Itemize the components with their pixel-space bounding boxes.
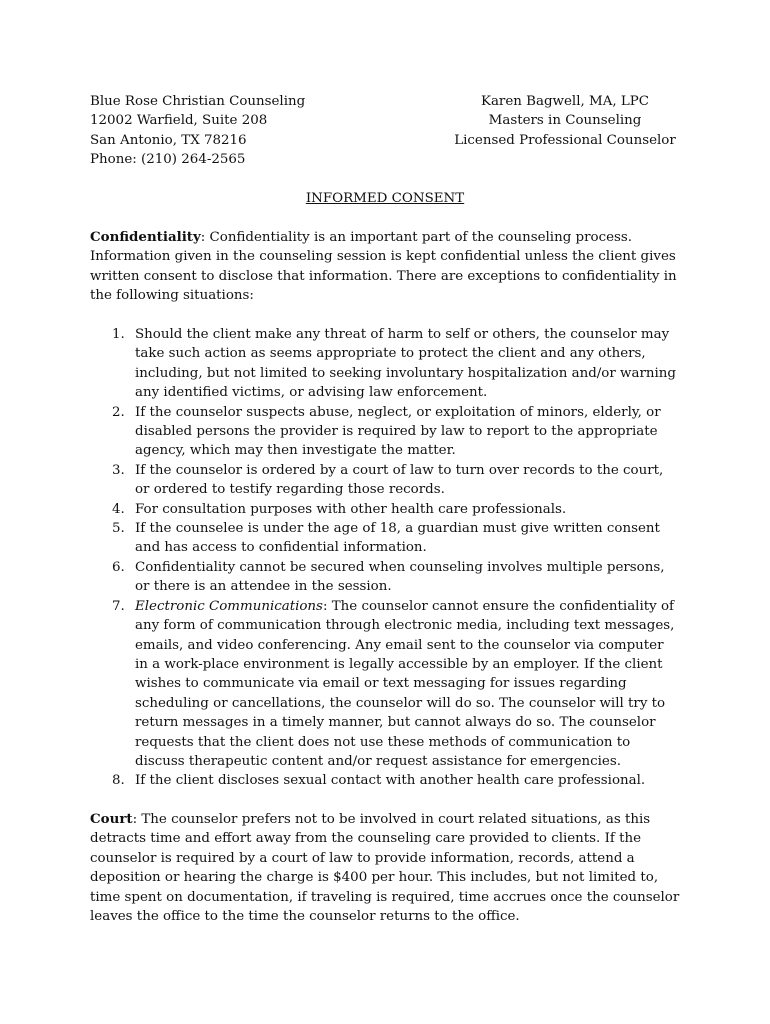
- list-item-text: Should the client make any threat of harm to self or others, the counselor may take such action as seems appropriate to protect the client and any others, including, but not limited to seeking involuntary hospitalization and/or warning any identified victims, or advising law enforcement.: [135, 327, 676, 401]
- confidentiality-heading: Confidentiality: [90, 229, 201, 245]
- list-item-number: 5.: [112, 521, 125, 537]
- list-item-text: If the client discloses sexual contact with another health care professional.: [135, 773, 646, 789]
- list-item: [90, 325, 680, 403]
- list-item: [90, 403, 680, 461]
- confidentiality-paragraph: [90, 228, 680, 306]
- list-item-text: If the counselor suspects abuse, neglect, or exploitation of minors, elderly, or disabled persons the provider is required by law to report to the appropriate agency, which may then investigate the matter.: [135, 404, 661, 459]
- list-item-number: 6.: [112, 559, 125, 575]
- list-item-number: 2.: [112, 404, 125, 420]
- confidentiality-text: : Confidentiality is an important part of the counseling process. Information given in the counseling session is kept confidential unless the client gives written consent to disclose that information. There are exceptions to confidentiality in the following situations:: [90, 230, 677, 304]
- practice-address-block: [90, 92, 305, 170]
- list-item-number: 7.: [112, 598, 125, 614]
- court-heading: Court: [90, 811, 133, 827]
- list-item-number: 3.: [112, 462, 125, 478]
- document-title: INFORMED CONSENT: [305, 191, 465, 206]
- list-item: [90, 519, 680, 558]
- counselor-degree: Masters in Counseling: [488, 113, 642, 129]
- list-item: [90, 558, 680, 597]
- court-paragraph: [90, 810, 680, 926]
- list-item: [90, 771, 680, 790]
- street-address: 12002 Warfield, Suite 208: [90, 113, 268, 129]
- city-state-zip: San Antonio, TX 78216: [90, 132, 247, 148]
- list-item-text: For consultation purposes with other health care professionals.: [135, 501, 567, 517]
- list-item-text: If the counselee is under the age of 18, a guardian must give written consent and has access to confidential information.: [135, 521, 660, 556]
- counselor-license: Licensed Professional Counselor: [454, 132, 676, 148]
- list-item-number: 4.: [112, 501, 125, 517]
- phone-number: Phone: (210) 264-2565: [90, 152, 246, 168]
- list-item: [90, 597, 680, 772]
- practice-name: Blue Rose Christian Counseling: [90, 94, 306, 109]
- electronic-communications-heading: Electronic Communications: [135, 598, 323, 614]
- list-item: [90, 461, 680, 500]
- court-text: : The counselor prefers not to be involved in court related situations, as this detracts time and effort away from the counseling care provided to clients. If the counselor is required by a court of law to provide information, records, attend a deposition or hearing the charge is $400 per hour. This includes, but not limited to, time spent on documentation, if traveling is required, time accrues once the counselor leaves the office to the time the counselor returns to the office.: [90, 812, 680, 925]
- list-item-text: Confidentiality cannot be secured when counseling involves multiple persons, or there is an attendee in the session.: [135, 559, 665, 595]
- list-item-number: 8.: [112, 773, 125, 789]
- confidentiality-exceptions-list: [90, 325, 680, 791]
- list-item-text: If the counselor is ordered by a court of law to turn over records to the court, or ordered to testify regarding those records.: [135, 462, 664, 498]
- list-item: [90, 500, 680, 519]
- counselor-credentials-block: [420, 92, 710, 150]
- list-item-text: : The counselor cannot ensure the confidentiality of any form of communication through electronic media, including text messages, emails, and video conferencing. Any email sent to the counselor via computer in a work-place environment is legally accessible by an employer. If the client wishes to communicate via email or text messaging for issues regarding scheduling or cancellations, the counselor will do so. The counselor will try to return messages in a timely manner, but cannot always do so. The counselor requests that the client does not use these methods of communication to discuss therapeutic content and/or request assistance for emergencies.: [135, 598, 675, 769]
- list-item-number: 1.: [112, 327, 125, 342]
- counselor-name: Karen Bagwell, MA, LPC: [480, 94, 650, 109]
